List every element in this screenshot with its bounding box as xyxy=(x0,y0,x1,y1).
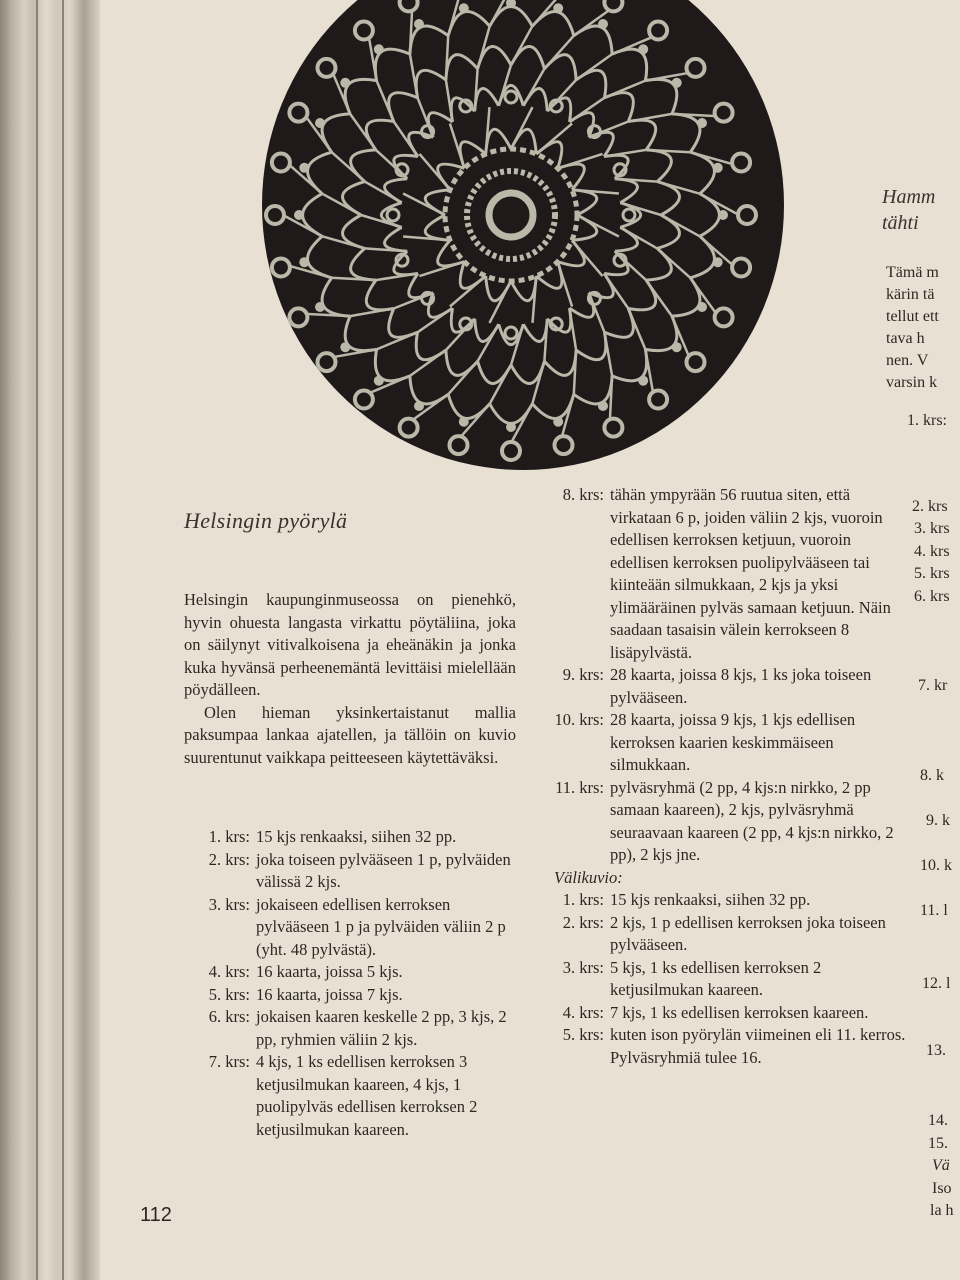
intro-line: varsin k xyxy=(886,374,938,391)
doily-stitch xyxy=(604,274,628,309)
doily-stitch xyxy=(589,293,605,333)
doily-stitch xyxy=(416,332,446,359)
instruction-row xyxy=(536,957,906,1002)
doily-stitch xyxy=(532,12,574,36)
instruction-row xyxy=(536,1002,906,1025)
instruction-row xyxy=(186,826,524,849)
doily-stitch xyxy=(446,55,478,80)
doily-stitch xyxy=(318,353,336,371)
doily-stitch xyxy=(410,350,446,376)
doily-photo xyxy=(262,0,784,470)
doily-stitch xyxy=(672,342,682,352)
doily-stitch xyxy=(272,154,290,172)
doily-stitch xyxy=(459,3,469,13)
doily-stitch xyxy=(475,89,499,112)
spine-line xyxy=(36,0,38,1280)
row-text: 28 kaarta, joissa 9 kjs, 1 kjs edellisen kerroksen kaarien keskimmäiseen silmukkaan. xyxy=(610,710,856,774)
doily-stitch xyxy=(544,319,547,361)
next-pattern-row-fragment: 1. krs: xyxy=(907,412,947,429)
intro-paragraph: Olen hieman yksinkertaistanut mallia paksumpaa lankaa ajatellen, ja tällöin on kuvio suurentunut vaikkapa peitteeseen käytettäväksi. xyxy=(184,702,516,767)
intro-line: nen. V xyxy=(886,352,929,369)
doily-stitch xyxy=(351,150,376,182)
doily-stitch xyxy=(459,417,469,427)
row-number: 2. krs: xyxy=(562,912,604,932)
next-pattern-row-fragment: 3. krs xyxy=(914,520,950,537)
doily-stitch xyxy=(322,278,350,316)
doily-stitch xyxy=(558,240,585,266)
doily-stitch xyxy=(308,152,332,194)
doily-stitch xyxy=(574,376,612,404)
row-text: tähän ympyrään 56 ruutua siten, että virkataan 6 p, joiden väliin 2 kjs, vuoroin edellisen kerroksen ketjuun, vuoroin edellisen kerroksen puolipylvääseen tai kiinteään silmukkaan, 2 kjs ja yksi ylimääräinen pylväs samaan ketjuun. Näin saadaan tasaisin välein kerrokseen 8 lisäpylvästä. xyxy=(610,485,891,662)
instruction-row xyxy=(186,1006,524,1051)
doily-stitch xyxy=(418,308,453,332)
doily-stitch xyxy=(299,257,309,267)
row-text: 4 kjs, 1 ks edellisen kerroksen 3 ketjusilmukan kaareen, 4 kjs, 1 puolipylväs edellisen kerroksen 2 ketjusilmukan kaareen. xyxy=(256,1052,478,1139)
instruction-row xyxy=(186,961,524,984)
doily-stitch xyxy=(420,262,465,276)
next-pattern-row-fragment: 5. krs xyxy=(914,565,950,582)
doily-stitch xyxy=(511,107,533,149)
doily-stitch xyxy=(598,19,608,29)
doily-stitch xyxy=(523,319,547,342)
instruction-row xyxy=(186,984,524,1007)
doily-stitch xyxy=(649,391,667,409)
doily-stitch xyxy=(400,0,418,11)
instruction-row xyxy=(536,1024,906,1069)
doily-stitch xyxy=(315,118,325,128)
doily-stitch xyxy=(394,293,434,309)
doily-stitch xyxy=(366,120,393,150)
title-line: tähti xyxy=(882,212,919,234)
next-pattern-row-fragment: 12. l xyxy=(922,975,951,992)
instruction-row xyxy=(536,484,906,664)
doily-stitch xyxy=(374,376,384,386)
next-pattern-row-fragment: 14. xyxy=(928,1112,948,1129)
doily-stitch xyxy=(403,194,445,216)
doily-stitch xyxy=(374,44,384,54)
spine-line xyxy=(62,0,64,1280)
doily-stitch xyxy=(450,436,468,454)
doily-stitch xyxy=(553,417,563,427)
doily-stitch xyxy=(628,309,645,350)
row-text: 16 kaarta, joissa 5 kjs. xyxy=(256,962,403,981)
doily-stitch xyxy=(657,248,690,277)
intro-text xyxy=(184,589,516,769)
row-text: pylväsryhmä (2 pp, 4 kjs:n nirkko, 2 pp samaan kaareen), 2 kjs, pylväsryhmä seuraavaan kaareen (2 pp, 4 kjs:n nirkko, 2 pp), 2 kjs jne. xyxy=(610,777,894,864)
doily-stitch xyxy=(490,281,512,323)
intro-line: tava h xyxy=(886,330,925,347)
doily-stitch xyxy=(315,302,325,312)
doily-stitch xyxy=(697,118,707,128)
doily-stitch xyxy=(475,69,478,111)
row-number: 1. krs: xyxy=(208,827,250,846)
intro-line: kärin tä xyxy=(886,286,935,303)
doily-stitch xyxy=(577,215,619,237)
doily-stitch xyxy=(506,422,516,432)
doily-stitch xyxy=(638,376,648,386)
next-pattern-intro xyxy=(886,262,939,394)
doily-stitch xyxy=(544,36,573,69)
next-pattern-row-fragment: la h xyxy=(930,1202,954,1219)
doily-stitch xyxy=(615,179,657,182)
row-text: 5 kjs, 1 ks edellisen kerroksen 2 ketjusilmukan kaareen. xyxy=(610,957,822,999)
doily-stitch xyxy=(598,401,608,411)
doily-stitch xyxy=(576,332,606,359)
doily-stitch xyxy=(299,163,309,173)
doily-stitch xyxy=(628,120,655,150)
doily-stitch xyxy=(620,227,657,248)
doily-stitch xyxy=(289,308,307,326)
doily-stitch xyxy=(570,98,605,122)
row-number: 3. krs: xyxy=(208,894,250,914)
row-number: 10. krs: xyxy=(554,710,604,729)
next-pattern-row-fragment: 7. kr xyxy=(918,677,948,694)
next-pattern-row-fragment: 4. krs xyxy=(914,543,950,560)
row-text: joka toiseen pylvääseen 1 p, pylväiden välissä 2 kjs. xyxy=(256,849,511,891)
rows-left xyxy=(186,826,524,1141)
row-number: 2. krs: xyxy=(208,849,250,869)
doily-stitch xyxy=(400,419,418,437)
row-text: jokaisen kaaren keskelle 2 pp, 3 kjs, 2 pp, ryhmien väliin 2 kjs. xyxy=(256,1007,507,1049)
doily-stitch xyxy=(448,394,490,418)
next-pattern-row-fragment: 15. xyxy=(928,1135,948,1152)
instruction-row xyxy=(536,709,906,777)
row-text: 15 kjs renkaaksi, siihen 32 pp. xyxy=(610,890,811,909)
doily-stitch xyxy=(687,353,705,371)
doily-stitch xyxy=(332,152,365,181)
doily-stitch xyxy=(351,248,376,280)
doily-stitch xyxy=(646,248,671,280)
row-text: 28 kaarta, joissa 8 kjs, 1 ks joka toiseen pylvääseen. xyxy=(610,665,872,707)
doily-stitch xyxy=(558,154,603,168)
row-number: 5. krs: xyxy=(208,984,250,1004)
row-number: 4. krs: xyxy=(208,962,250,981)
doily-stitch xyxy=(687,59,705,77)
doily-stitch xyxy=(732,259,750,277)
row-text: 7 kjs, 1 ks edellisen kerroksen kaareen. xyxy=(610,1002,869,1022)
doily-stitch xyxy=(350,114,376,150)
doily-stitch xyxy=(502,442,520,460)
doily-stitch xyxy=(418,98,434,138)
doily-stitch xyxy=(377,332,418,349)
intro-line: Tämä m xyxy=(886,264,939,281)
doily-stitch xyxy=(355,22,373,40)
doily-stitch xyxy=(672,114,700,152)
doily-stitch xyxy=(672,78,682,88)
row-text: 2 kjs, 1 p edellisen kerroksen joka toiseen pylvääseen. xyxy=(610,912,886,954)
instruction-row xyxy=(536,777,906,867)
row-text: kuten ison pyörylän viimeinen eli 11. kerros. Pylväsryhmiä tulee 16. xyxy=(610,1025,906,1067)
doily-stitch xyxy=(697,302,707,312)
row-text: 15 kjs renkaaksi, siihen 32 pp. xyxy=(256,827,457,846)
doily-stitch xyxy=(572,240,603,276)
doily-stitch xyxy=(715,104,733,122)
row-number: 4. krs: xyxy=(562,1002,604,1022)
crochet-doily-image xyxy=(262,0,784,470)
doily-stitch xyxy=(448,361,477,394)
doily-stitch xyxy=(377,81,394,122)
doily-stitch xyxy=(416,70,446,97)
doily-stitch xyxy=(555,436,573,454)
pattern-title: Helsingin pyörylä xyxy=(184,508,348,533)
doily-stitch xyxy=(715,308,733,326)
doily-stitch xyxy=(410,26,448,54)
row-number: 5. krs: xyxy=(562,1025,604,1044)
doily-stitch xyxy=(366,280,393,310)
doily-stitch xyxy=(604,0,622,11)
doily-stitch xyxy=(385,227,408,251)
doily-stitch xyxy=(576,70,606,97)
doily-stitch xyxy=(266,206,284,224)
row-number: 11. krs: xyxy=(555,777,604,797)
next-pattern-row-fragment: 10. k xyxy=(920,857,952,874)
doily-stitch xyxy=(486,129,511,154)
doily-stitch xyxy=(489,193,533,237)
doily-stitch xyxy=(605,81,646,98)
doily-stitch xyxy=(272,259,290,277)
page-number: 112 xyxy=(140,1204,172,1226)
next-pattern-row-fragment: Iso xyxy=(932,1180,952,1197)
doily-stitch xyxy=(438,164,465,190)
doily-stitch xyxy=(318,59,336,77)
next-pattern-row-fragment: 11. l xyxy=(920,902,948,919)
row-number: 8. krs: xyxy=(562,485,604,504)
doily-stitch xyxy=(604,419,622,437)
row-number: 3. krs: xyxy=(562,957,604,977)
next-pattern-row-fragment: 2. krs xyxy=(912,498,948,515)
doily-stitch xyxy=(450,276,486,307)
doily-stitch xyxy=(505,91,517,103)
doily-stitch xyxy=(387,209,399,221)
next-pattern-row-fragment: 9. k xyxy=(926,812,950,829)
rows-middle xyxy=(536,484,906,1069)
instruction-row xyxy=(536,912,906,957)
row-text: jokaiseen edellisen kerroksen pylvääseen 1 p ja pylväiden väliin 2 p (yht. 48 pylvästä). xyxy=(256,894,506,959)
title-line: Hamm xyxy=(882,186,936,208)
instruction-row xyxy=(186,1051,524,1141)
doily-stitch xyxy=(340,78,350,88)
instruction-row xyxy=(186,849,524,894)
doily-stitch xyxy=(365,182,402,203)
doily-stitch xyxy=(414,19,424,29)
row-text: 16 kaarta, joissa 7 kjs. xyxy=(256,984,403,1004)
doily-stitch xyxy=(544,350,576,375)
doily-stitch xyxy=(478,324,499,361)
doily-stitch xyxy=(523,69,544,106)
doily-stitch xyxy=(713,257,723,267)
instruction-row xyxy=(186,894,524,962)
doily-stitch xyxy=(446,350,478,375)
doily-stitch xyxy=(355,391,373,409)
doily-stitch xyxy=(420,154,451,190)
next-pattern-row-fragment: 8. k xyxy=(920,767,944,784)
doily-stitch xyxy=(738,206,756,224)
doily-stitch xyxy=(646,150,671,182)
doily-stitch xyxy=(450,124,464,169)
instruction-row xyxy=(536,664,906,709)
doily-stitch xyxy=(544,55,576,80)
next-pattern-title xyxy=(882,184,935,236)
doily-stitch xyxy=(289,104,307,122)
row-number: 1. krs: xyxy=(562,890,604,909)
next-pattern-row-fragment: 6. krs xyxy=(914,588,950,605)
intro-line: tellut ett xyxy=(886,308,939,325)
row-number: 6. krs: xyxy=(208,1007,250,1026)
row-number: 7. krs: xyxy=(208,1052,250,1071)
doily-stitch xyxy=(649,22,667,40)
doily-stitch xyxy=(553,3,563,13)
doily-stitch xyxy=(505,327,517,339)
doily-stitch xyxy=(623,209,635,221)
doily-stitch xyxy=(638,44,648,54)
doily-stitch xyxy=(628,280,655,310)
doily-stitch xyxy=(615,179,638,203)
doily-stitch xyxy=(589,122,629,138)
next-pattern-row-fragment: Vä xyxy=(932,1157,950,1174)
intro-paragraph: Helsingin kaupunginmuseossa on pienehkö, hyvin ohuesta langasta virkattu pöytäliina, joka on säilynyt vitivalkoisena ja eheänäkin ja jonka kuka hyvänsä perheenemäntä levittäisi mielellään pöydälleen. xyxy=(184,590,516,699)
sub-pattern-heading: Välikuvio: xyxy=(554,867,623,887)
doily-stitch xyxy=(394,122,418,157)
doily-stitch xyxy=(365,248,407,251)
doily-stitch xyxy=(646,280,672,316)
doily-stitch xyxy=(536,124,572,155)
doily-stitch xyxy=(340,342,350,352)
doily-stitch xyxy=(690,236,714,278)
doily-stitch xyxy=(294,210,304,220)
doily-stitch xyxy=(718,210,728,220)
doily-stitch xyxy=(558,262,572,307)
next-pattern-row-fragment: 13. xyxy=(926,1042,946,1059)
doily-stitch xyxy=(732,154,750,172)
doily-stitch xyxy=(713,163,723,173)
row-number: 9. krs: xyxy=(562,665,604,684)
doily-stitch xyxy=(414,401,424,411)
doily-stitch xyxy=(576,54,612,80)
doily-stitch xyxy=(448,0,460,36)
book-spine xyxy=(0,0,100,1280)
instruction-row xyxy=(536,889,906,912)
